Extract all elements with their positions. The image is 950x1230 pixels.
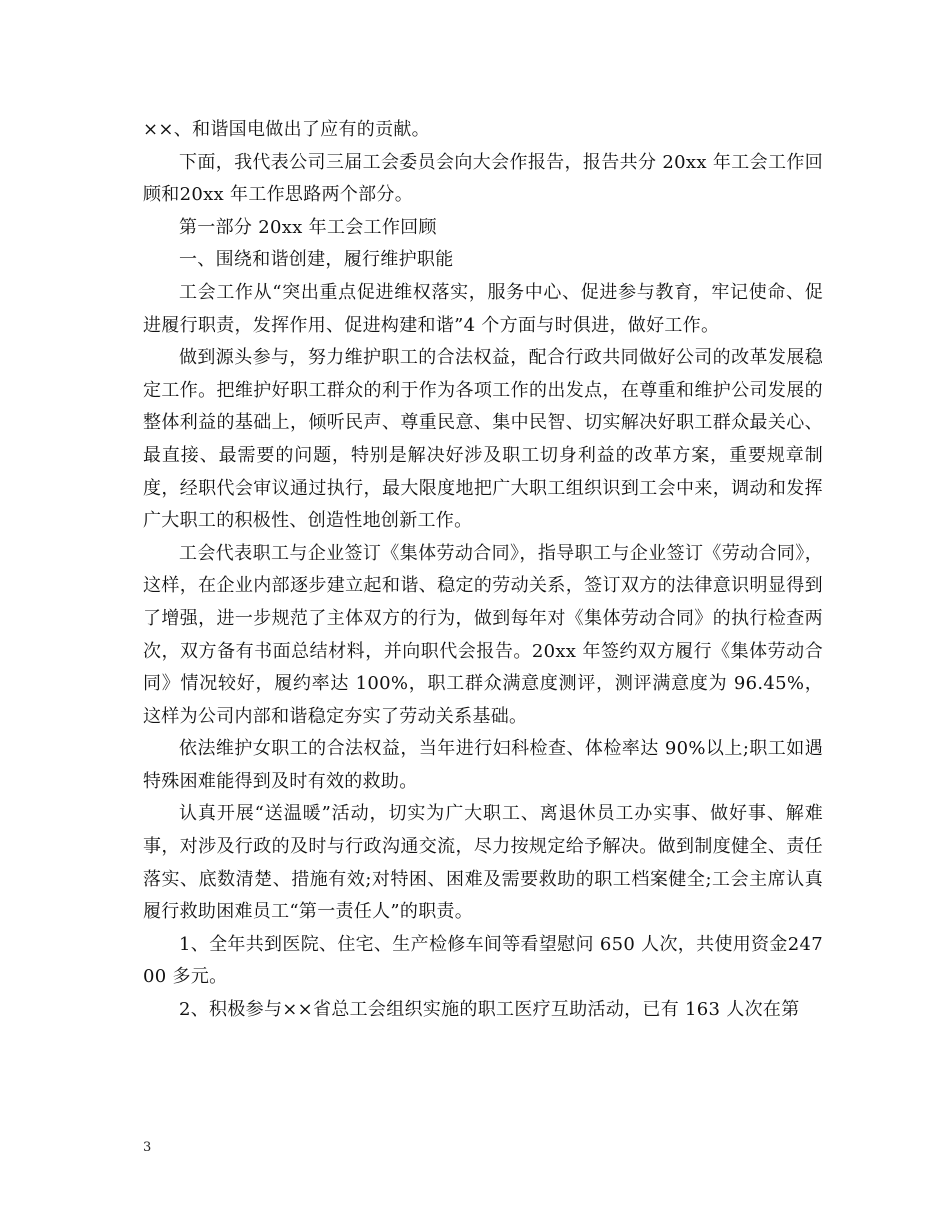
paragraph-send-warmth: 认真开展“送温暖”活动，切实为广大职工、离退休员工办实事、做好事、解难事，对涉及行政的及时与行政沟通交流，尽力按规定给予解决。做到制度健全、责任落实、底数清楚、措施有效;对特困、困难及需要救助的职工档案健全;工会主席认真履行救助困难员工“第一责任人”的职责。 [143, 803, 823, 923]
document-body [143, 114, 823, 1027]
paragraph-continuation: ××、和谐国电做出了应有的贡献。 [143, 119, 430, 140]
list-item-1: 1、全年共到医院、住宅、生产检修车间等看望慰问 650 人次，共使用资金24700 多元。 [143, 933, 823, 988]
section-heading-part-one: 第一部分 20xx 年工会工作回顾 [179, 216, 437, 238]
page-number: 3 [143, 1140, 152, 1155]
paragraph-female-workers: 依法维护女职工的合法权益，当年进行妇科检查、体检率达 90%以上;职工如遇特殊困难能得到及时有效的救助。 [143, 738, 823, 792]
list-item-2: 2、积极参与××省总工会组织实施的职工医疗互助活动，已有 163 人次在第 [179, 999, 800, 1021]
paragraph-intro: 下面，我代表公司三届工会委员会向大会作报告，报告共分 20xx 年工会工作回顾和20xx 年工作思路两个部分。 [143, 151, 823, 206]
paragraph-source-participation: 做到源头参与，努力维护职工的合法权益，配合行政共同做好公司的改革发展稳定工作。把维护好职工群众的利于作为各项工作的出发点，在尊重和维护公司发展的整体利益的基础上，倾听民声、尊重民意、集中民智、切实解决好职工群众最关心、最直接、最需要的问题，特别是解决好涉及职工切身利益的改革方案，重要规章制度，经职代会审议通过执行，最大限度地把广大职工组织识到工会中来，调动和发挥广大职工的积极性、创造性地创新工作。 [143, 347, 823, 532]
paragraph-labor-contract: 工会代表职工与企业签订《集体劳动合同》，指导职工与企业签订《劳动合同》，这样，在企业内部逐步建立起和谐、稳定的劳动关系，签订双方的法律意识明显得到了增强，进一步规范了主体双方的行为，做到每年对《集体劳动合同》的执行检查两次，双方备有书面总结材料，并向职代会报告。20xx 年签约双方履行《集体劳动合同》情况较好，履约率达 100%，职工群众满意度测评，测评满意度为 96.45%，这样为公司内部和谐稳定夯实了劳动关系基础。 [143, 542, 823, 727]
paragraph-union-work: 工会工作从“突出重点促进维权落实，服务中心、促进参与教育，牢记使命、促进履行职责，发挥作用、促进构建和谐”4 个方面与时俱进，做好工作。 [143, 281, 823, 336]
subsection-heading-one: 一、围绕和谐创建，履行维护职能 [179, 249, 454, 271]
